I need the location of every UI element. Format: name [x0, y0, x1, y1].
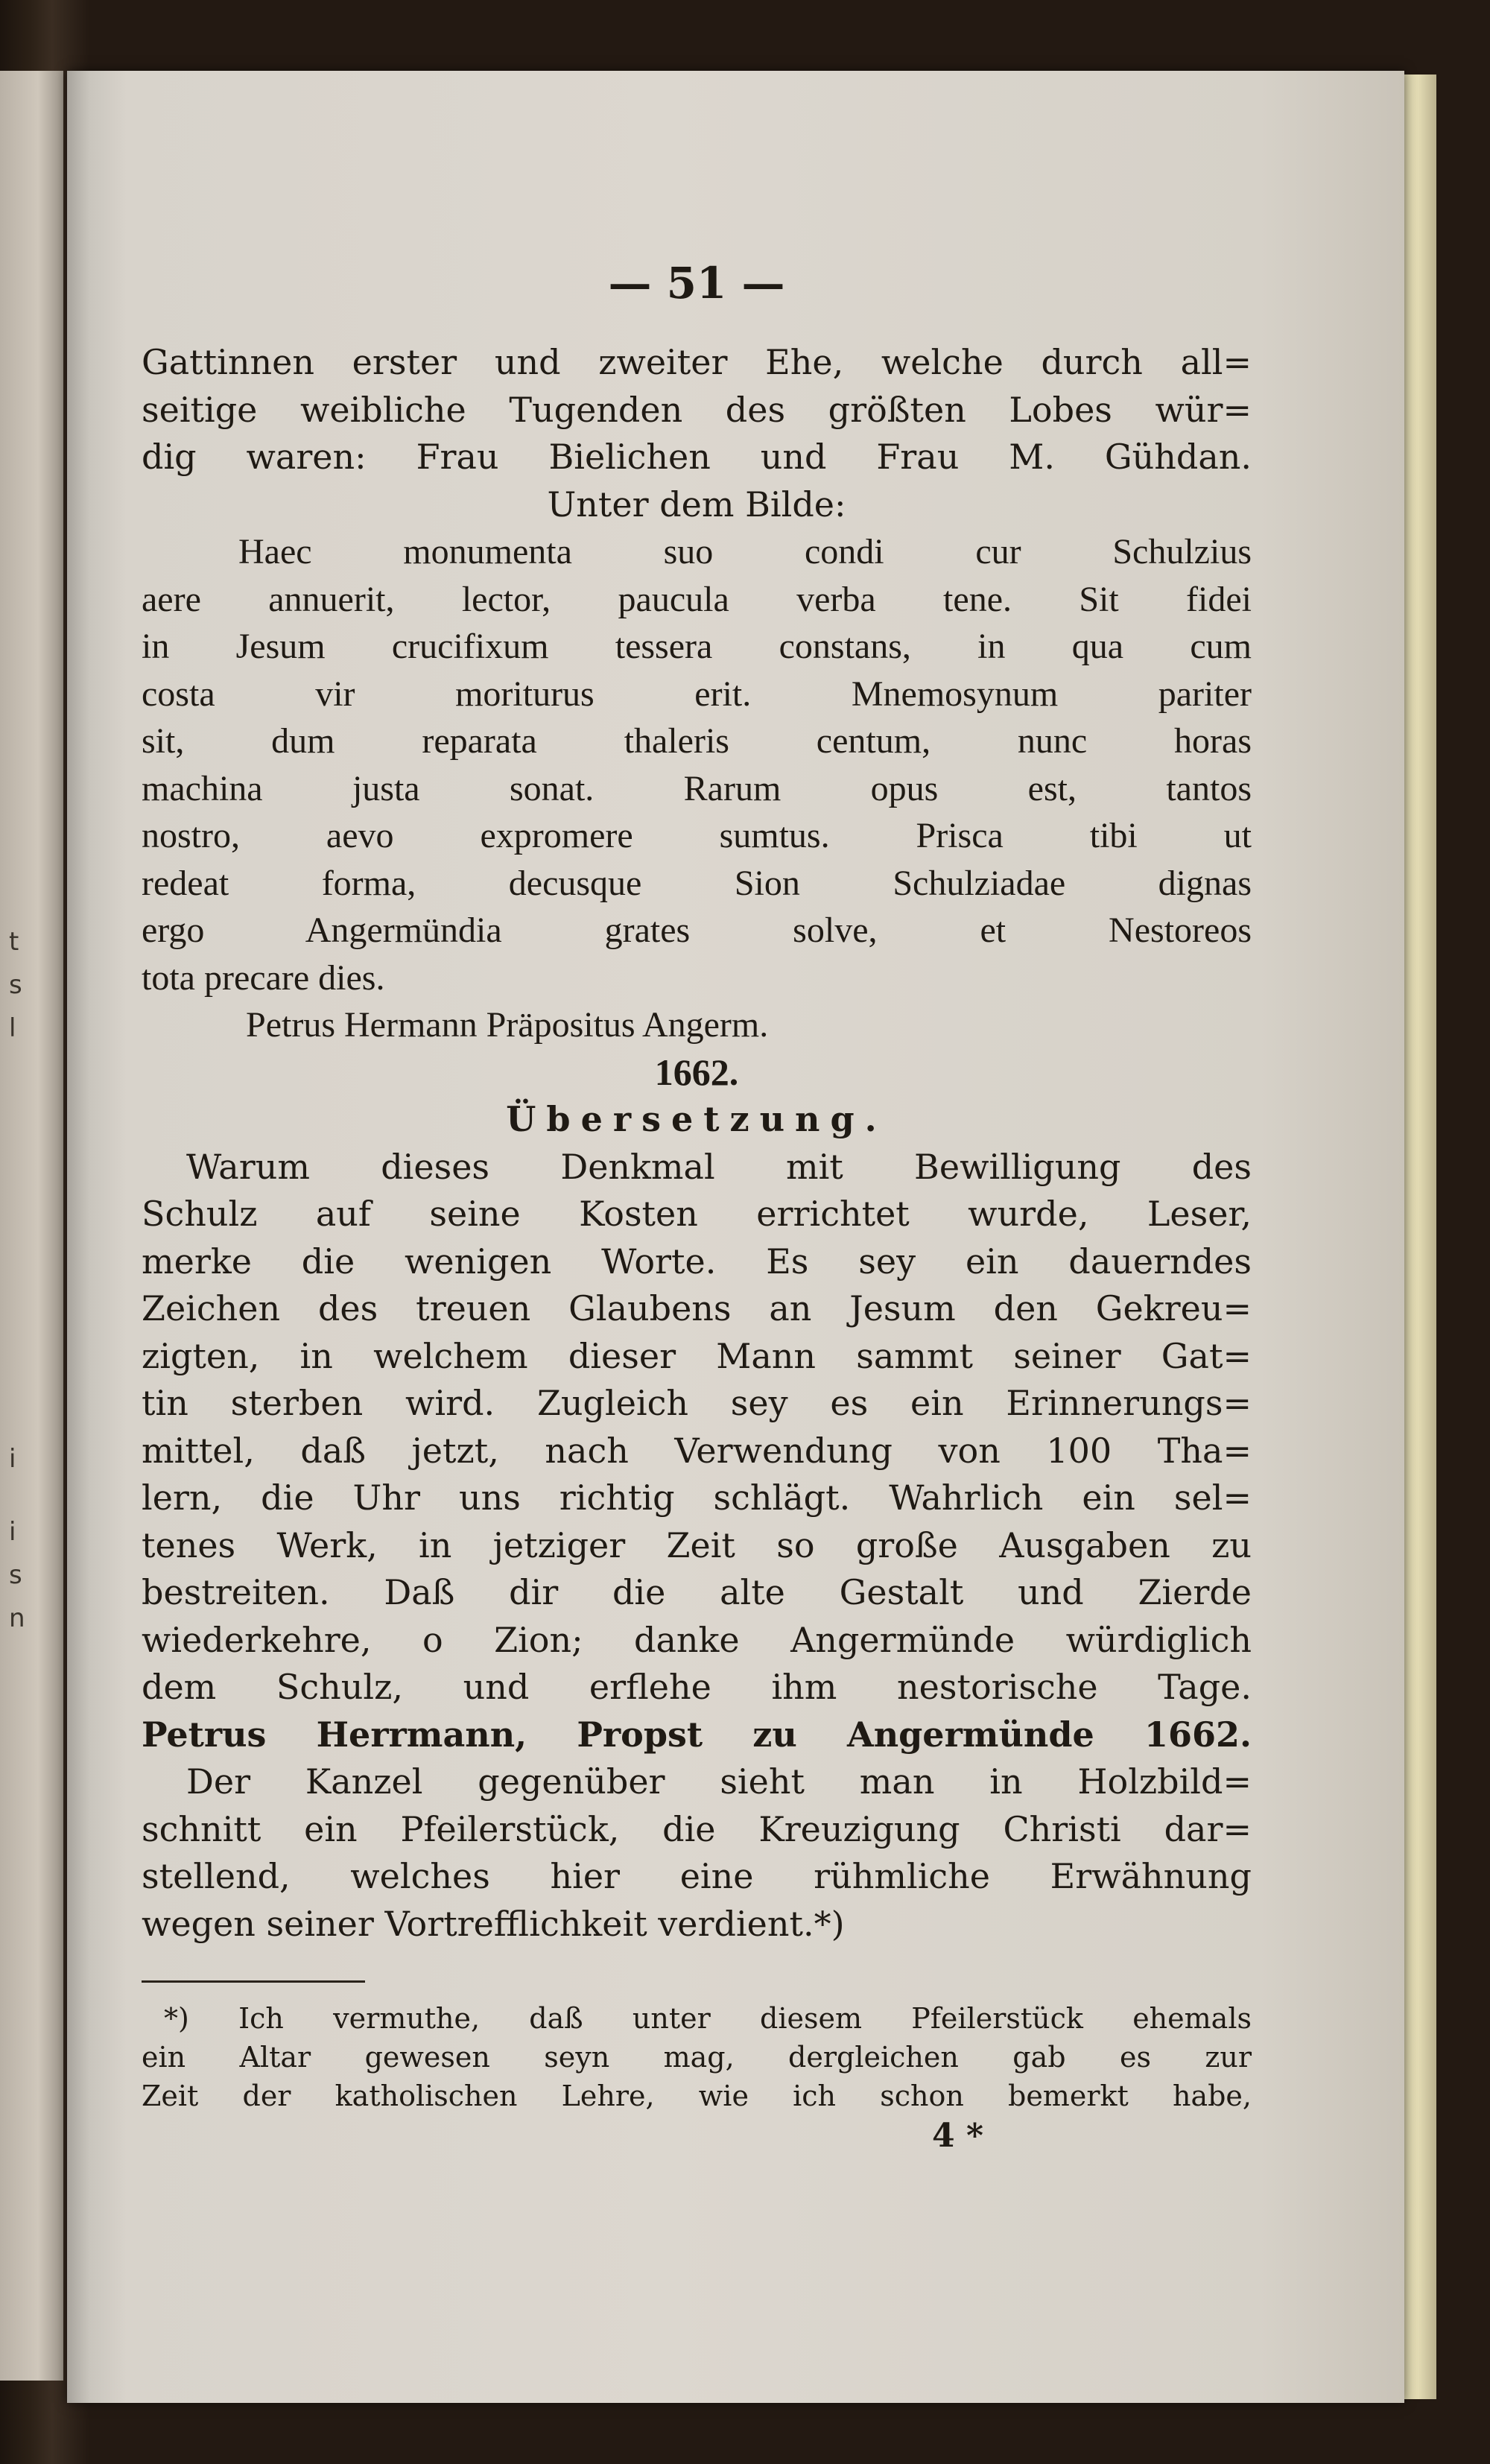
latin-line: costa vir moriturus erit. Mnemosynum pariter	[142, 674, 1252, 714]
translation-line: Warum dieses Denkmal mit Bewilligung des	[186, 1146, 1252, 1187]
latin-line: machina justa sonat. Rarum opus est, tantos	[142, 768, 1252, 808]
footnote-line: *) Ich vermuthe, daß unter diesem Pfeilerstück ehemals	[164, 2002, 1252, 2035]
fragment-mark: i	[9, 1517, 16, 1547]
latin-line: Haec monumenta suo condi cur Schulzius	[238, 532, 1252, 571]
translation-line: tin sterben wird. Zugleich sey es ein Erinnerungs=	[142, 1383, 1252, 1423]
latin-year: 1662.	[654, 1051, 739, 1093]
footnote-line: ein Altar gewesen seyn mag, dergleichen gab es zur	[142, 2041, 1252, 2074]
translation-line: tenes Werk, in jetziger Zeit so große Ausgaben zu	[142, 1524, 1252, 1565]
text-line: seitige weibliche Tugenden des größten Lobes wür=	[142, 389, 1252, 430]
footnote-line: Zeit der katholischen Lehre, wie ich schon bemerkt habe,	[142, 2080, 1252, 2112]
latin-line: aere annuerit, lector, paucula verba tene. Sit fidei	[142, 579, 1252, 619]
fragment-mark: n	[9, 1603, 25, 1633]
translation-line: Schulz auf seine Kosten errichtet wurde, Leser,	[142, 1194, 1252, 1234]
page-stack-edge	[1401, 75, 1436, 2399]
translation-heading: Übersetzung.	[506, 1099, 887, 1139]
latin-line: redeat forma, decusque Sion Schulziadae dignas	[142, 863, 1252, 903]
latin-signer: Petrus Hermann Präpositus Angerm.	[246, 1005, 769, 1045]
translation-line: dem Schulz, und erflehe ihm nestorische Tage.	[142, 1667, 1252, 1707]
paragraph-line: Der Kanzel gegenüber sieht man in Holzbild=	[186, 1761, 1252, 1802]
facing-page-fragments	[9, 399, 39, 1640]
translation-line: zigten, in welchem dieser Mann sammt seiner Gat=	[142, 1335, 1252, 1376]
signature-mark: 4 *	[932, 2117, 983, 2155]
footnote-rule	[142, 1980, 365, 1983]
page-number: — 51 —	[608, 258, 785, 308]
paragraph-line: schnitt ein Pfeilerstück, die Kreuzigung Christi dar=	[142, 1808, 1252, 1849]
paragraph-line: stellend, welches hier eine rühmliche Erwähnung	[142, 1856, 1252, 1896]
latin-line: in Jesum crucifixum tessera constans, in qua cum	[142, 627, 1252, 666]
text-line: Gattinnen erster und zweiter Ehe, welche durch all=	[142, 342, 1252, 382]
footnote	[142, 1999, 1252, 2115]
book-page	[67, 71, 1404, 2403]
translation-line: bestreiten. Daß dir die alte Gestalt und Zierde	[142, 1572, 1252, 1612]
fragment-mark: s	[9, 1560, 22, 1590]
fragment-mark: s	[9, 970, 22, 1000]
translation-line: mittel, daß jetzt, nach Verwendung von 100 Tha=	[142, 1430, 1252, 1471]
translation-line: wiederkehre, o Zion; danke Angermünde würdiglich	[142, 1619, 1252, 1660]
latin-line: sit, dum reparata thaleris centum, nunc horas	[142, 721, 1252, 761]
translation-line: Zeichen des treuen Glaubens an Jesum den Gekreu=	[142, 1288, 1252, 1328]
translation-line: merke die wenigen Worte. Es sey ein dauerndes	[142, 1241, 1252, 1282]
fragment-mark: t	[9, 927, 19, 957]
fragment-mark: l	[9, 1013, 16, 1043]
translation-signer: Petrus Herrmann, Propst zu Angermünde 1662.	[142, 1714, 1252, 1755]
facing-page-edge	[0, 71, 63, 2381]
latin-line: ergo Angermündia grates solve, et Nestoreos	[142, 910, 1252, 950]
fragment-mark: i	[9, 1444, 16, 1474]
caption: Unter dem Bilde:	[547, 484, 846, 525]
latin-line: nostro, aevo expromere sumtus. Prisca tibi ut	[142, 816, 1252, 855]
paragraph-line: wegen seiner Vortrefflichkeit verdient.*)	[142, 1903, 845, 1944]
translation-line: lern, die Uhr uns richtig schlägt. Wahrlich ein sel=	[142, 1478, 1252, 1518]
text-line: dig waren: Frau Bielichen und Frau M. Gühdan.	[142, 437, 1252, 477]
page-text	[142, 242, 1252, 2157]
latin-line: tota precare dies.	[142, 957, 385, 998]
